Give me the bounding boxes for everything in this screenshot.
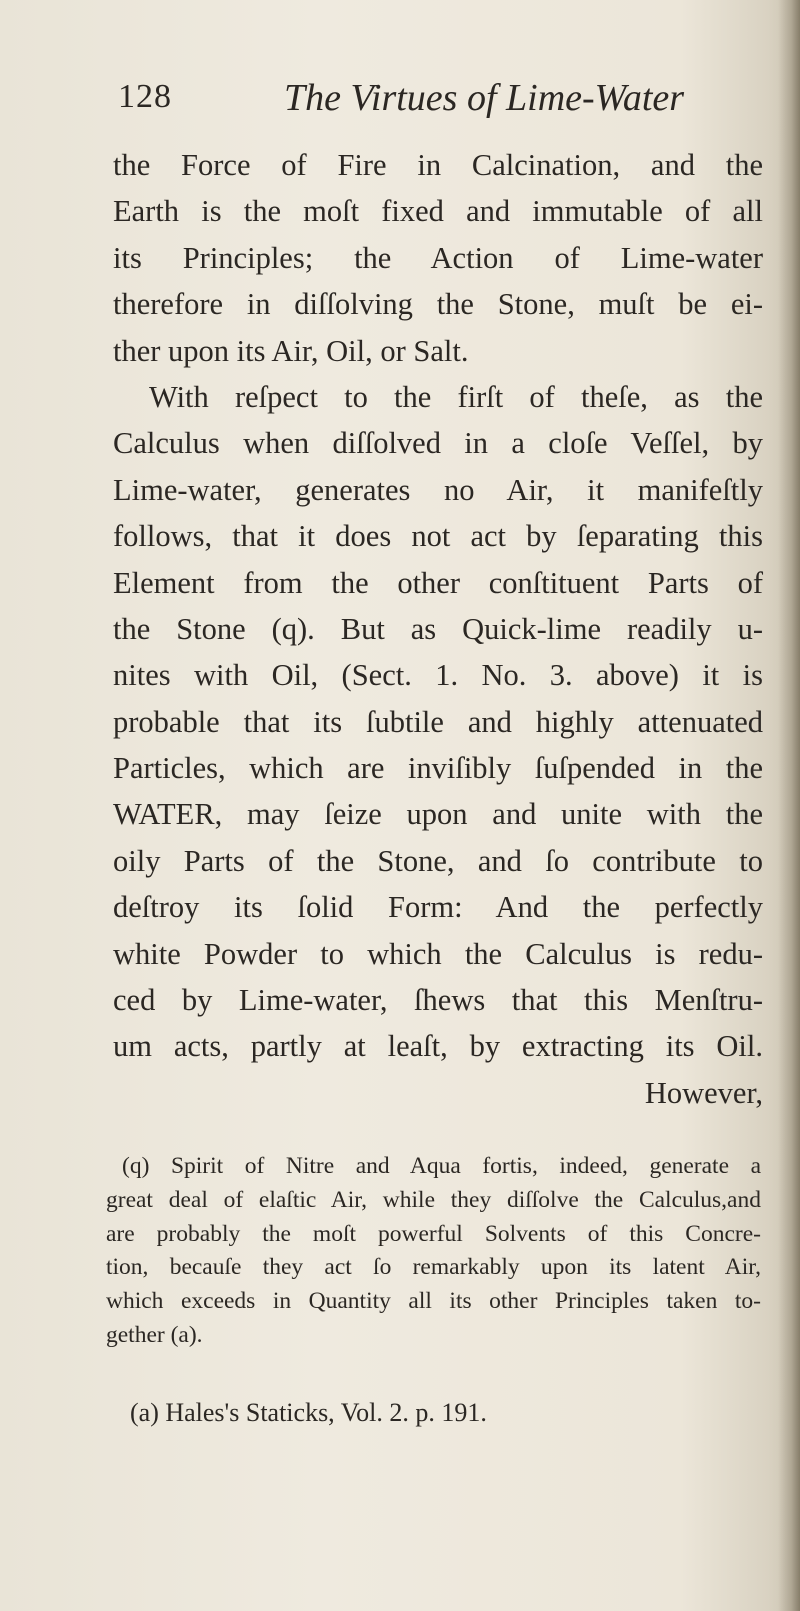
footnote-a: (a) Hales's Staticks, Vol. 2. p. 191. xyxy=(130,1398,487,1427)
body-line: deſtroy its ſolid Form: And the perfectly xyxy=(113,890,763,925)
body-line: WATER, may ſeize upon and unite with the xyxy=(113,797,763,832)
body-line: its Principles; the Action of Lime-water xyxy=(113,240,763,275)
page-header xyxy=(118,72,718,132)
footnote-line: (q) Spirit of Nitre and Aqua fortis, indeed, generate a xyxy=(122,1153,761,1179)
body-line: follows, that it does not act by ſeparating this xyxy=(113,519,763,554)
body-text xyxy=(113,142,763,1116)
body-line: ther upon its Air, Oil, or Salt. xyxy=(113,333,469,368)
body-line: the Force of Fire in Calcination, and the xyxy=(113,148,763,182)
footnote-line: gether (a). xyxy=(106,1321,203,1348)
running-head: The Virtues of Lime-Water xyxy=(284,77,685,119)
footnote-line: tion, becauſe they act ſo remarkably upon its latent Air, xyxy=(106,1254,761,1281)
body-line: Particles, which are inviſibly ſuſpended in the xyxy=(113,751,763,786)
body-line: therefore in diſſolving the Stone, muſt be ei- xyxy=(113,287,763,322)
page-number: 128 xyxy=(118,78,172,115)
body-line: the Stone (q). But as Quick-lime readily u- xyxy=(113,611,763,646)
body-line: Lime-water, generates no Air, it manifeſtly xyxy=(113,472,763,507)
footnote-line: great deal of elaſtic Air, while they diſſolve the Calculus,and xyxy=(106,1186,761,1213)
body-line: ced by Lime-water, ſhews that this Menſtru- xyxy=(113,983,763,1018)
body-line: Earth is the moſt fixed and immutable of all xyxy=(113,194,763,229)
body-line: nites with Oil, (Sect. 1. No. 3. above) it is xyxy=(113,658,763,693)
catchword: However, xyxy=(644,1075,763,1110)
footnote-q xyxy=(106,1150,761,1353)
body-line: Element from the other conſtituent Parts of xyxy=(113,565,763,600)
footnote-line: which exceeds in Quantity all its other Principles taken to- xyxy=(106,1288,761,1315)
footnote-line: are probably the moſt powerful Solvents of this Concre- xyxy=(106,1220,761,1247)
body-line: Calculus when diſſolved in a cloſe Veſſel, by xyxy=(113,426,763,461)
body-line: um acts, partly at leaſt, by extracting its Oil. xyxy=(113,1029,763,1064)
body-line: probable that its ſubtile and highly attenuated xyxy=(113,704,763,739)
body-line: With reſpect to the firſt of theſe, as the xyxy=(149,379,763,414)
body-line: oily Parts of the Stone, and ſo contribute to xyxy=(113,843,763,878)
gutter-shadow xyxy=(778,0,800,1611)
body-line: white Powder to which the Calculus is redu- xyxy=(113,936,763,971)
